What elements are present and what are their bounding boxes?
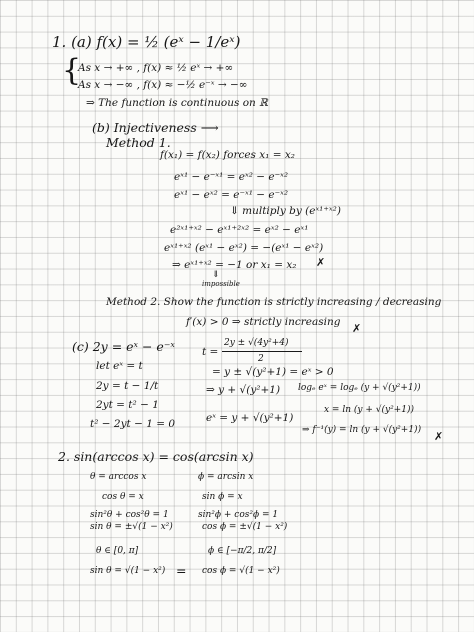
done-mark: ✗ [434, 430, 444, 443]
injectiveness-title: (b) Injectiveness ⟶ [92, 120, 219, 135]
inverse-function: ⇒ f⁻¹(y) = ln (y + √(y²+1)) [302, 425, 422, 435]
q2-left-cos: cos θ = x [102, 492, 144, 502]
quadratic-numerator: 2y ± √(4y²+4) [224, 338, 289, 348]
q2-left-result: sin θ = √(1 − x²) [90, 566, 166, 576]
system-brace: { [62, 53, 82, 88]
q1-heading: 1. (a) f(x) = ½ (eˣ − 1/eˣ) [52, 33, 241, 51]
q2-left-identity: sin²θ + cos²θ = 1 [90, 510, 169, 520]
q2-right-sin: sin ϕ = x [202, 492, 243, 502]
q2-right-identity: sin²ϕ + cos²ϕ = 1 [198, 510, 279, 520]
method1-line5: e²ˣ¹⁺ˣ² − eˣ¹⁺²ˣ² = eˣ² − eˣ¹ [170, 224, 309, 236]
q2-heading: 2. sin(arccos x) = cos(arcsin x) [58, 449, 254, 464]
exponential-equals: eˣ = y + √(y²+1) [206, 412, 294, 424]
part-c-substitute: let eˣ = t [96, 360, 143, 372]
method2-derivative: f′(x) > 0 ⇒ strictly increasing [186, 316, 341, 328]
q2-right-result: cos ϕ = √(1 − x²) [202, 566, 280, 576]
q2-left-sin: sin θ = ±√(1 − x²) [90, 522, 173, 532]
q2-right-range: ϕ ∈ [−π/2, π/2] [208, 546, 277, 556]
method1-line2: eˣ¹ − e⁻ˣ¹ = eˣ² − e⁻ˣ² [174, 171, 289, 183]
method1-line7: ⇒ eˣ¹⁺ˣ² = −1 or x₁ = x₂ [172, 259, 297, 271]
limit-negative: As x → −∞ , f(x) ≈ −½ e⁻ˣ → −∞ [78, 79, 248, 91]
quadratic-simplified: = y ± √(y²+1) = eˣ > 0 [212, 366, 334, 378]
method1-line6: eˣ¹⁺ˣ² (eˣ¹ − eˣ²) = −(eˣ¹ − eˣ²) [164, 242, 324, 254]
method1-line4: ⇓ multiply by (eˣ¹⁺ˣ²) [230, 205, 341, 217]
quadratic-denominator: 2 [258, 354, 264, 364]
continuity-statement: ⇒ The function is continuous on ℝ [86, 97, 268, 109]
take-log: logₑ eˣ = logₑ (y + √(y²+1)) [298, 383, 421, 393]
crossed-out-mark-2: ✗ [352, 322, 362, 335]
part-c-step2: 2yt = t² − 1 [96, 399, 159, 411]
implication-arrow: ⇓ [212, 270, 220, 280]
method1-title: Method 1. [106, 135, 171, 150]
solve-x: x = ln (y + √(y²+1)) [324, 405, 414, 415]
q2-left-theta: θ = arccos x [90, 472, 147, 482]
fraction-bar [222, 351, 302, 352]
method1-line1: f(x₁) = f(x₂) forces x₁ = x₂ [160, 149, 296, 161]
method1-line3: eˣ¹ − eˣ² = e⁻ˣ¹ − e⁻ˣ² [174, 189, 289, 201]
q2-left-range: θ ∈ [0, π] [96, 546, 139, 556]
part-c-step1: 2y = t − 1/t [96, 380, 159, 392]
part-c-quadratic: t² − 2yt − 1 = 0 [90, 418, 176, 430]
method2-line: Method 2. Show the function is strictly increasing / decreasing [106, 296, 442, 308]
impossible-note: impossible [202, 280, 240, 288]
q2-right-phi: ϕ = arcsin x [198, 472, 254, 482]
q2-equals: = [176, 563, 187, 578]
q2-right-cos: cos ϕ = ±√(1 − x²) [202, 522, 288, 532]
positive-root: ⇒ y + √(y²+1) [206, 384, 281, 396]
limit-positive: As x → +∞ , f(x) ≈ ½ eˣ → +∞ [78, 62, 234, 74]
crossed-out-mark: ✗ [316, 256, 326, 269]
part-c-equation: (c) 2y = eˣ − e⁻ˣ [72, 339, 175, 354]
quadratic-t: t = [202, 346, 219, 358]
